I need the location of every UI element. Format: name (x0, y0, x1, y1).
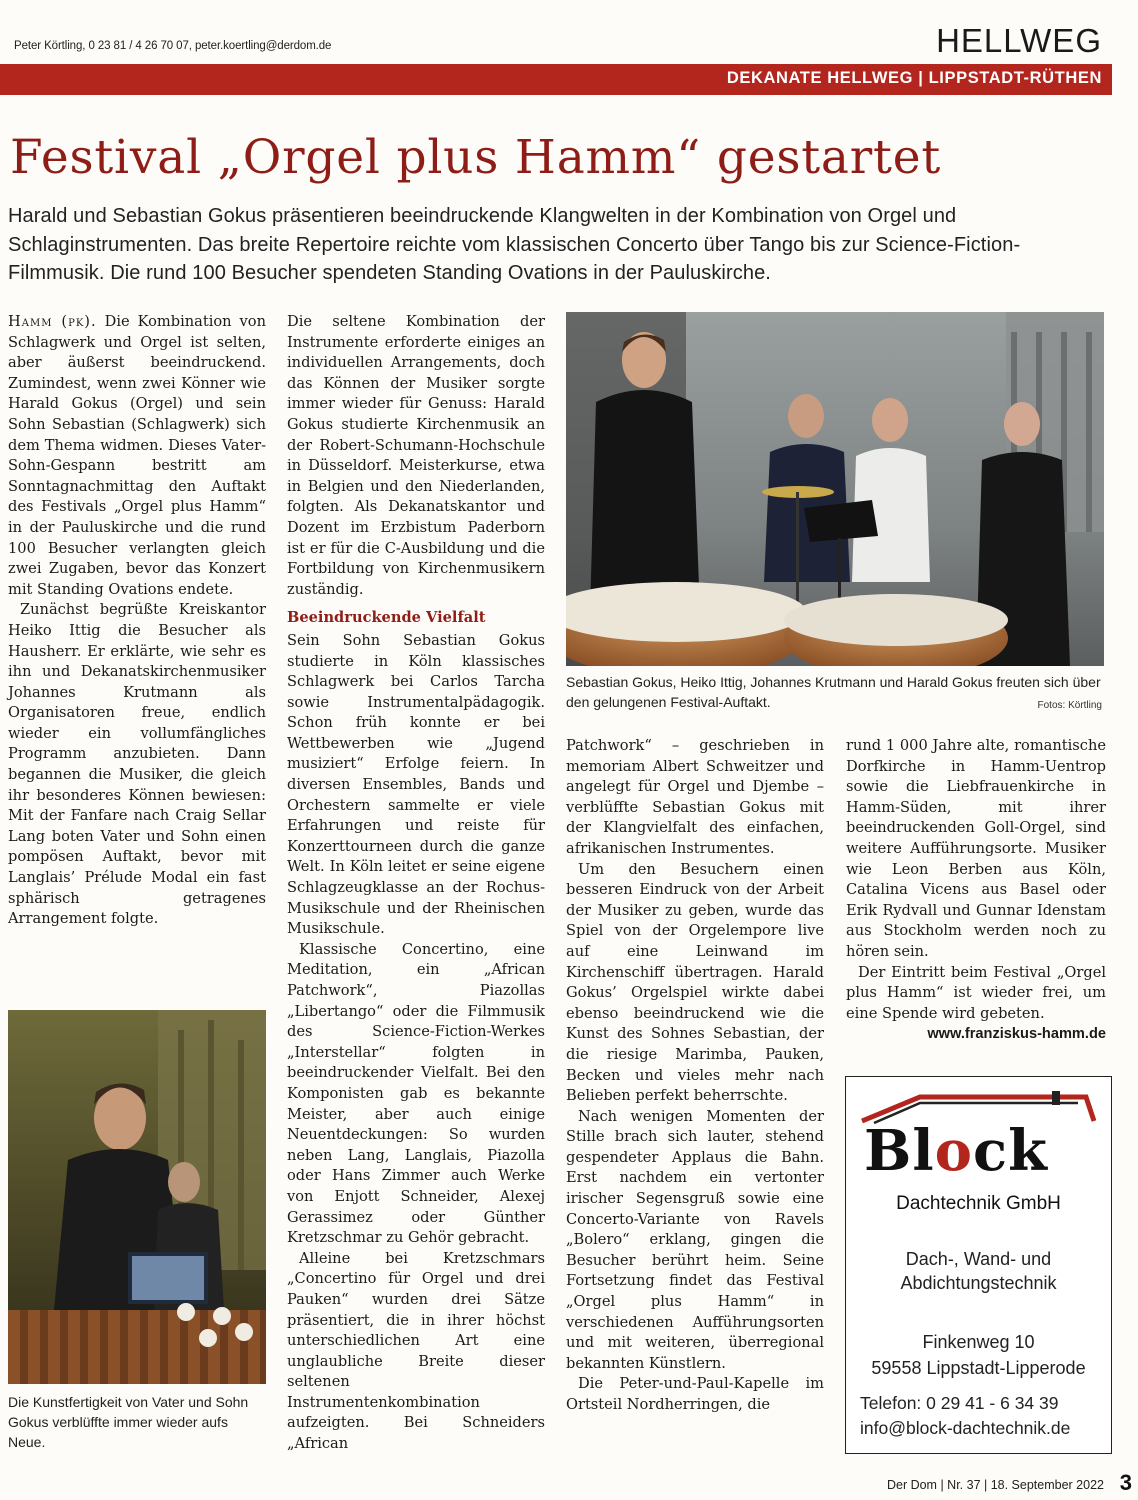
author-contact-line: Peter Körtling, 0 23 81 / 4 26 70 07, peter.koertling@derdom.de (14, 40, 332, 52)
article-column-3 (566, 736, 824, 1416)
paragraph: Sein Sohn Sebastian Gokus studierte in Köln klassisches Schlagwerk bei Carlos Tarcha sowie Instrumentalpädagogik. Schon früh konnte er bei Wettbewerben wie „Jugend musiziert“ Erfolge feiern. In diversen Ensembles, Bands und Orchestern sammelte er viele Erfahrungen und reiste für Konzerttourneen durch die ganze Welt. In Köln leitet er seine eigene Schlagzeugklasse an der Rochus-Musikschule und der Rheinischen Musikschule. (287, 631, 545, 938)
photo-small-caption: Die Kunstfertigkeit von Vater und Sohn Gokus verblüffte immer wieder aufs Neue. (8, 1394, 249, 1450)
paragraph: Nach wenigen Momenten der Stille brach sich lauter, stehend gespendeter Applaus die Bahn. Erst nachdem ein vertonter irischer Segensgruß sowie eine Concerto-Variante von Ravels „Bolero“ erklang, gingen die Besucher berührt heim. Seine Fortsetzung findet das Festival „Orgel plus Hamm“ in verschiedenen Aufführungsorten und mit weiteren, überregional bekannten Künstlern. (566, 1107, 824, 1372)
article-column-1 (8, 312, 266, 930)
section-banner (0, 64, 1112, 95)
article-column-4 (846, 736, 1106, 1045)
photo-musicians-group (566, 312, 1104, 666)
photo-marimba-player (8, 1010, 266, 1384)
article-headline: Festival „Orgel plus Hamm“ gestartet (10, 130, 942, 185)
advertisement-block-dachtechnik (845, 1076, 1112, 1454)
paragraph: Der Eintritt beim Festival „Orgel plus Hamm“ ist wieder frei, um eine Spende wird gebeten. (846, 963, 1106, 1022)
page-footer: Der Dom | Nr. 37 | 18. September 2022 (886, 1478, 1104, 1492)
page-number: 3 (1119, 1470, 1132, 1495)
paragraph: Zunächst begrüßte Kreiskantor Heiko Ittig die Besucher als Hausherr. Er erklärte, wie sehr es ihn und Dekanatskirchenmusiker Johannes Krutmann als Organisatoren freue, endlich wieder ein vollumfängliches Programm anzubieten. Dann begannen die Musiker, die gleich ihr besonderes Können bewiesen: Mit der Fanfare nach Craig Sellar Lang boten Vater und Sohn einen pompösen Auftakt, bevor mit Langlais’ Prélude Modal ein fast sphärisch getragenes Arrangement folgte. (8, 601, 266, 928)
paragraph: rund 1 000 Jahre alte, romantische Dorfkirche in Hamm-Uentrop sowie die Liebfrauenkirche in Hamm-Süden, mit ihrer beeindruckenden Goll-Orgel, sind weitere Aufführungsorte. Musiker wie Leon Berben aus Köln, Catalina Vicens aus Basel oder Erik Rydvall und Gunnar Idenstam aus Stockholm werden noch zu hören sein. (846, 737, 1106, 960)
paragraph: Die Peter-und-Paul-Kapelle im Ortsteil Nordherringen, die (566, 1375, 824, 1413)
paragraph: Klassische Concertino, eine Meditation, ein „African Patchwork“, Piazollas „Libertango“ oder die Filmmusik des Science-Fiction-Werkes „Interstellar“ folgten in beeindruckender Vielfalt. Bei den Komponisten gab es bekannte Meister, aber auch einige Neuentdeckungen: So wurden neben Lang, Langlais, Piazolla oder Hans Zimmer auch Werke von Enjott Schneider, Alexej Gerassimez oder Günther Kretzschmar zu Gehör gebracht. (287, 940, 545, 1247)
company-email[interactable]: info@block-dachtechnik.de (860, 1418, 1071, 1438)
section-title: HELLWEG (936, 22, 1102, 59)
paragraph: Patchwork“ – geschrieben in memoriam Albert Schweitzer und angelegt für Orgel und Djembe – verblüffte Sebastian Gokus mit der Klangvielfalt des einfachen, afrikanischen Instrumentes. (566, 737, 824, 857)
paragraph: Die seltene Kombination der Instrumente erforderte einiges an individuellen Arrangements, doch das Können der Musiker sorgte immer wieder für Genuss: Harald Gokus studierte Kirchenmusik an der Robert-Schumann-Hochschule in Düsseldorf. Meisterkurse, etwa in Belgien und den Niederlanden, folgten. Als Dekanatskantor und Dozent im Erzbistum Paderborn ist er für die C-Ausbildung und die Fortbildung von Kirchenmusikern zuständig. (287, 313, 545, 598)
article-lead: Harald und Sebastian Gokus präsentieren beeindruckende Klangwelten in der Kombination von Orgel und Schlaginstrumenten. Das breite Repertoire reichte vom klassischen Concerto über Tango bis zur Science-Fiction-Filmmusik. Die rund 100 Besucher spendeten Standing Ovations in der Pauluskirche. (8, 205, 1021, 284)
caption-text: Sebastian Gokus, Heiko Ittig, Johannes Krutmann und Harald Gokus freuten sich über den gelungenen Festival-Auftakt. (566, 674, 1101, 710)
company-name: Dachtechnik GmbH (896, 1193, 1061, 1214)
company-services: Dach-, Wand- und Abdichtungstechnik (900, 1249, 1057, 1293)
subheading: Beeindruckende Vielfalt (287, 609, 486, 627)
paragraph: Um den Besuchern einen besseren Eindruck von der Arbeit der Musiker zu geben, wurde das Spiel von der Orgelempore live auf eine Leinwand im Kirchenschiff übertragen. Harald Gokus’ Orgelspiel wirkte dabei ebenso beeindruckend wie die Kunst des Sohnes Sebastian, der die riesige Marimba, Pauken, Becken und vieles mehr nach Belieben perfekt beherrschte. (566, 860, 824, 1105)
company-logo: Block (864, 1118, 1048, 1184)
dateline: Hamm (pk). (8, 313, 97, 330)
article-column-2 (287, 312, 545, 1455)
photo-credit: Fotos: Körtling (1037, 700, 1102, 711)
paragraph: Die Kombination von Schlagwerk und Orgel ist selten, aber äußerst beeindruckend. Zumindest, wenn zwei Könner wie Harald Gokus (Orgel) und sein Sohn Sebastian (Schlagwerk) sich dem Thema widmen. Dieses Vater-Sohn-Gespann bestritt am Sonntagnachmittag den Auftakt des Festivals „Orgel plus Hamm“ in der Pauluskirche und die rund 100 Besucher verlangten gleich zwei Zugaben, bevor das Konzert mit Standing Ovations endete. (8, 313, 266, 598)
photo-main-caption (566, 672, 1106, 712)
banner-text: DEKANATE HELLWEG | LIPPSTADT-RÜTHEN (726, 69, 1102, 87)
website-link[interactable]: www.franziskus-hamm.de (927, 1026, 1106, 1043)
company-phone: Telefon: 0 29 41 - 6 34 39 (860, 1393, 1059, 1413)
paragraph: Alleine bei Kretzschmars „Concertino für Orgel und drei Pauken“ wurden drei Sätze präsentiert, die in ihrer höchst unterschiedlichen Art eine unglaubliche Breite dieser seltenen Instrumentenkombination aufzeigten. Bei Schneiders „African (287, 1249, 545, 1453)
company-contact (860, 1391, 1070, 1441)
company-address: Finkenweg 10 59558 Lippstadt-Lipperode (871, 1332, 1086, 1378)
